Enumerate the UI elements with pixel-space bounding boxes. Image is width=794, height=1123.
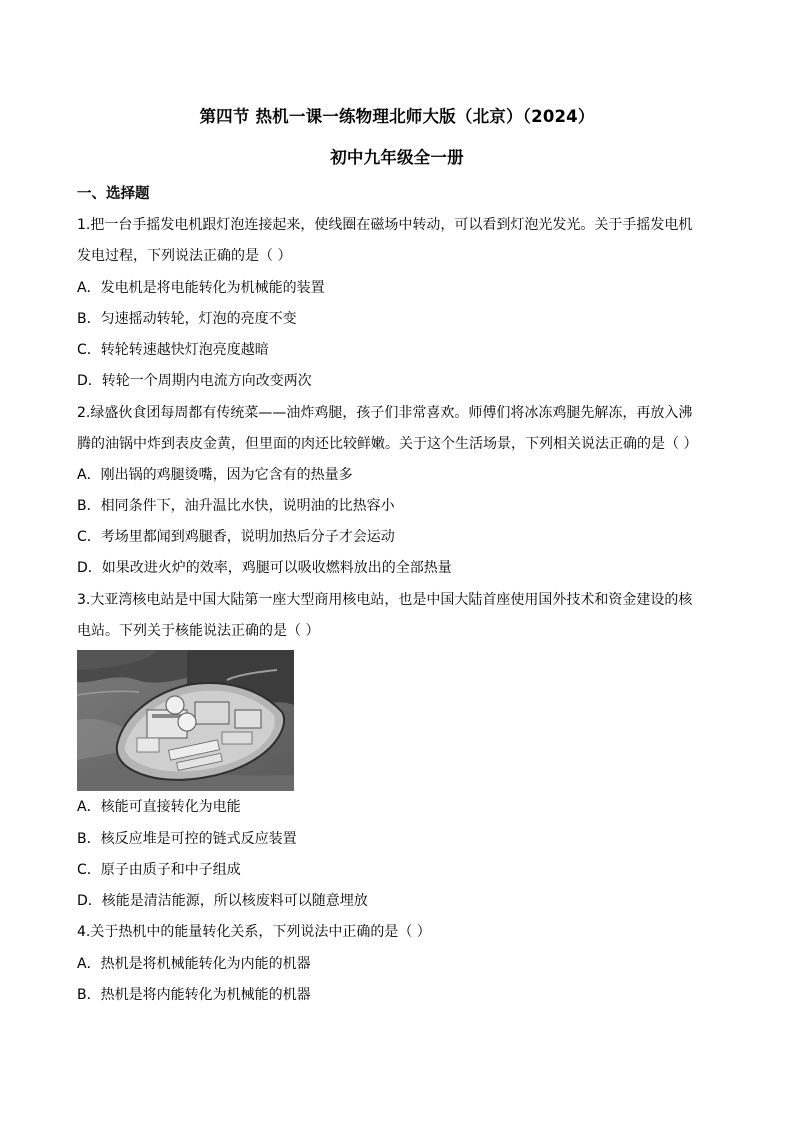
question-2-option-d: D．如果改进火炉的效率，鸡腿可以吸收燃料放出的全部热量 xyxy=(77,560,452,576)
question-2-option-c: C．考场里都闻到鸡腿香，说明加热后分子才会运动 xyxy=(77,529,395,545)
nuclear-power-plant-photo xyxy=(77,650,294,791)
question-2-option-b: B．相同条件下，油升温比水快，说明油的比热容小 xyxy=(77,498,395,514)
question-4-option-a: A．热机是将机械能转化为内能的机器 xyxy=(77,956,311,972)
question-1-stem-line-1: 1.把一台手摇发电机跟灯泡连接起来，使线圈在磁场中转动，可以看到灯泡光发光。关于手摇发电机 xyxy=(77,217,693,233)
document-subtitle: 初中九年级全一册 xyxy=(330,148,464,167)
question-4-stem-line-1: 4.关于热机中的能量转化关系，下列说法中正确的是（ ） xyxy=(77,924,431,940)
question-1-option-d: D．转轮一个周期内电流方向改变两次 xyxy=(77,373,312,389)
question-3-option-b: B．核反应堆是可控的链式反应装置 xyxy=(77,831,297,847)
question-3-option-c: C．原子由质子和中子组成 xyxy=(77,862,241,878)
question-3-option-d: D．核能是清洁能源，所以核废料可以随意埋放 xyxy=(77,893,368,909)
section-heading: 一、选择题 xyxy=(77,186,150,202)
question-3-stem-line-2: 电站。下列关于核能说法正确的是（ ） xyxy=(77,623,320,639)
question-3-stem-line-1: 3.大亚湾核电站是中国大陆第一座大型商用核电站，也是中国大陆首座使用国外技术和资金建设的核 xyxy=(77,592,693,608)
question-4-option-b: B．热机是将内能转化为机械能的机器 xyxy=(77,987,311,1003)
question-2-stem-line-1: 2.绿盛伙食团每周都有传统菜——油炸鸡腿，孩子们非常喜欢。师傅们将冰冻鸡腿先解冻，再放入沸 xyxy=(77,405,693,421)
question-3-option-a: A．核能可直接转化为电能 xyxy=(77,799,241,815)
question-1-option-a: A．发电机是将电能转化为机械能的装置 xyxy=(77,280,325,296)
question-1-stem-line-2: 发电过程，下列说法正确的是（ ） xyxy=(77,248,292,264)
question-2-stem-line-2: 腾的油锅中炸到表皮金黄，但里面的肉还比较鲜嫩。关于这个生活场景，下列相关说法正确的是（ ） xyxy=(77,436,698,452)
question-1-option-b: B．匀速摇动转轮，灯泡的亮度不变 xyxy=(77,311,297,327)
question-2-option-a: A．刚出锅的鸡腿烫嘴，因为它含有的热量多 xyxy=(77,467,353,483)
question-1-option-c: C．转轮转速越快灯泡亮度越暗 xyxy=(77,342,269,358)
document-title: 第四节 热机一课一练物理北师大版（北京）（2024） xyxy=(199,107,595,126)
